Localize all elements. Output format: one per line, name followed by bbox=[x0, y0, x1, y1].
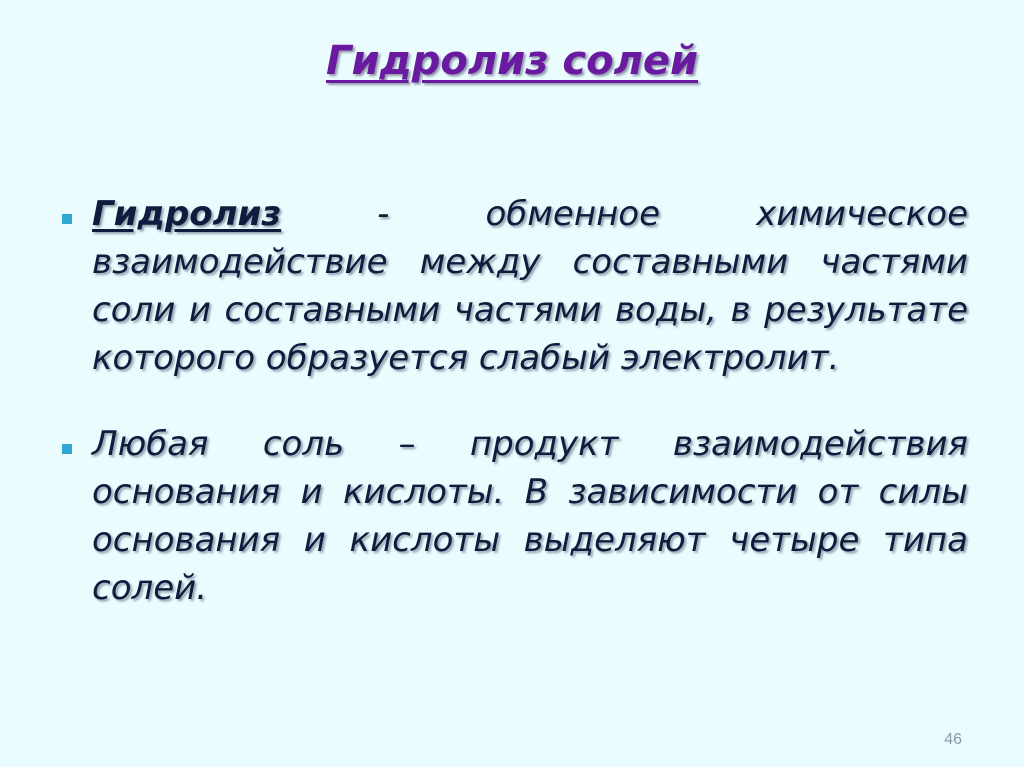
bullet-text bbox=[92, 190, 968, 382]
bullet-item-hydrolysis-definition bbox=[62, 190, 968, 382]
bullet-statement: Любая соль – продукт взаимодействия основания и кислоты. В зависимости от силы основания и кислоты выделяют четыре типа солей. bbox=[92, 424, 968, 608]
bullet-item-salt-types bbox=[62, 420, 968, 612]
bullet-term: Гидролиз bbox=[92, 194, 282, 234]
bullet-list bbox=[62, 190, 968, 650]
slide-title: Гидролиз солей bbox=[325, 38, 699, 84]
square-bullet-icon bbox=[62, 214, 72, 224]
page-number: 46 bbox=[944, 731, 962, 748]
bullet-definition: - обменное химическое взаимодействие между составными частями соли и составными частями воды, в результате которого образуется слабый электролит. bbox=[92, 194, 968, 378]
bullet-text bbox=[92, 420, 968, 612]
square-bullet-icon bbox=[62, 444, 72, 454]
